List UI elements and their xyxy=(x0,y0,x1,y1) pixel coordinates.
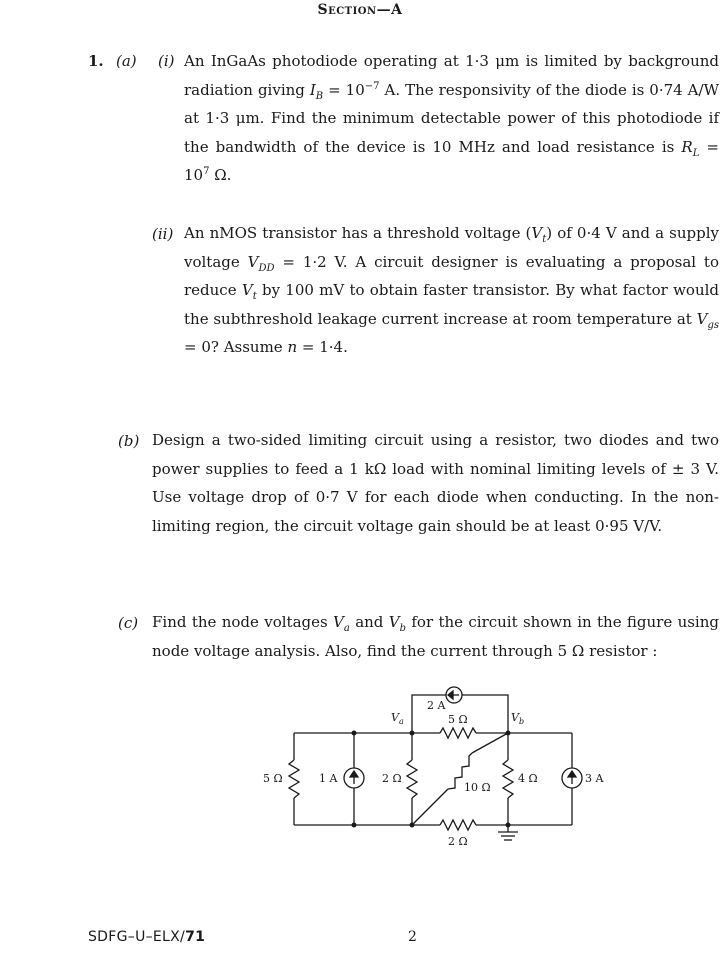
resistor-10-label: 10 Ω xyxy=(464,781,491,794)
question-1c-text: Find the node voltages $V_a$ and $V_b$ for the circuit shown in the figure using node voltage analysis. Also, find the current through 5 Ω resistor : xyxy=(152,613,719,660)
subpart-i-label: (i) xyxy=(158,52,175,70)
node-vb-label: $V_b$ xyxy=(511,711,525,726)
source-2a-label: 2 A xyxy=(427,699,446,712)
resistor-2-bottom-label: 2 Ω xyxy=(448,835,468,848)
resistor-2-mid-label: 2 Ω xyxy=(382,772,402,785)
question-1a-ii-text: An nMOS transistor has a threshold voltage $(V_t)$ of 0·4 V and a supply voltage $V_{DD} = 1\cdot 2$ V. A circuit designer is evaluating a proposal to reduce $V_t$ by 100 mV to obtain faster transistor. By what factor would the subthreshold leakage current increase at room temperature at $V_{gs} = 0$? Assume n = 1·4. xyxy=(184,224,719,356)
paper-code: SDFG–U–ELX/71 xyxy=(88,929,206,945)
section-title: Section—A xyxy=(317,2,403,18)
resistor-5-left xyxy=(289,760,299,798)
resistor-5-top-label: 5 Ω xyxy=(448,713,468,726)
resistor-4-label: 4 Ω xyxy=(518,772,538,785)
page-number: 2 xyxy=(408,929,417,945)
question-1b-text: Design a two-sided limiting circuit using a resistor, two diodes and two power supplies to feed a 1 kΩ load with nominal limiting levels of ± 3 V. Use voltage drop of 0·7 V for each diode when conducting. In the non-limiting region, the circuit voltage gain should be at least 0·95 V/V. xyxy=(152,431,719,535)
part-b-label: (b) xyxy=(118,432,140,450)
resistor-2-bottom xyxy=(440,820,476,830)
question-number: 1. xyxy=(88,52,104,70)
part-c-label: (c) xyxy=(118,614,139,632)
part-a-label: (a) xyxy=(116,52,137,70)
subpart-ii-label: (ii) xyxy=(152,225,174,243)
resistor-5-top xyxy=(440,728,476,738)
resistor-5-left-label: 5 Ω xyxy=(263,772,283,785)
node-va-label: $V_a$ xyxy=(391,711,404,726)
resistor-2-mid xyxy=(407,760,417,798)
question-1a-i-text: An InGaAs photodiode operating at 1·3 μm is limited by background radiation giving $I_B = 10^{-7}$ A. The responsivity of the diode is 0·74 A/W at 1·3 μm. Find the minimum detectable power of this photodiode if the bandwidth of the device is 10 MHz and load resistance is $R_L = 10^7$ Ω. xyxy=(184,52,719,184)
source-1a-label: 1 A xyxy=(319,772,338,785)
circuit-diagram xyxy=(250,685,620,860)
resistor-4 xyxy=(503,760,513,798)
source-3a-label: 3 A xyxy=(585,772,604,785)
